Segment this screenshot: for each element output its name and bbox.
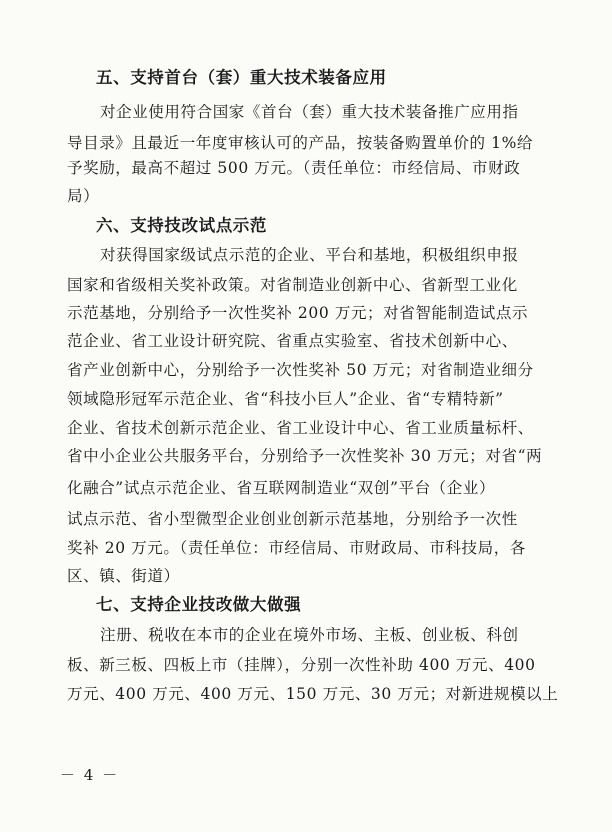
section-6-line-3: 示范基地，分别给予一次性奖补 200 万元；对省智能制造试点示 — [67, 304, 529, 322]
section-5-line-3: 予奖励，最高不超过 500 万元。（责任单位：市经信局、市财政 — [67, 159, 521, 177]
section-5-line-1: 对企业使用符合国家《首台（套）重大技术装备推广应用指 — [100, 103, 519, 121]
section-6-line-6: 领域隐形冠军示范企业、省“科技小巨人”企业、省“专精特新” — [67, 390, 504, 408]
section-6-line-5: 省产业创新中心，分别给予一次性奖补 50 万元；对省制造业细分 — [67, 361, 534, 379]
section-6-line-8: 省中小企业公共服务平台，分别给予一次性奖补 30 万元；对省“两 — [67, 447, 543, 465]
section-6-line-11: 奖补 20 万元。（责任单位：市经信局、市财政局、市科技局，各 — [67, 539, 526, 557]
section-6-heading: 六、支持技改试点示范 — [96, 216, 267, 235]
section-7-line-1: 注册、税收在本市的企业在境外市场、主板、创业板、科创 — [100, 626, 519, 644]
section-5-line-2: 导目录》且最近一年度审核认可的产品，按装备购置单价的 1%给 — [67, 134, 534, 152]
section-5-line-4: 局） — [67, 187, 100, 205]
section-6-line-4: 范企业、省工业设计研究院、省重点实验室、省技术创新中心、 — [67, 332, 518, 350]
section-7-heading: 七、支持企业技改做大做强 — [96, 595, 302, 614]
section-7-line-2: 板、新三板、四板上市（挂牌），分别一次性补助 400 万元、400 — [67, 656, 536, 674]
section-5-heading: 五、支持首台（套）重大技术装备应用 — [96, 68, 387, 87]
section-6-line-10: 试点示范、省小型微型企业创业创新示范基地，分别给予一次性 — [67, 510, 518, 528]
section-6-line-7: 企业、省技术创新示范企业、省工业设计中心、省工业质量标杆、 — [67, 419, 534, 437]
section-6-line-2: 国家和省级相关奖补政策。对省制造业创新中心、省新型工业化 — [67, 276, 518, 294]
section-7-line-3: 万元、400 万元、400 万元、150 万元、30 万元；对新进规模以上 — [67, 685, 559, 703]
section-6-line-9: 化融合”试点示范企业、省互联网制造业“双创”平台（企业） — [67, 479, 496, 497]
section-6-line-1: 对获得国家级试点示范的企业、平台和基地，积极组织申报 — [100, 246, 519, 264]
page-number: － 4 － — [60, 766, 120, 784]
section-6-line-12: 区、镇、街道） — [67, 567, 180, 585]
